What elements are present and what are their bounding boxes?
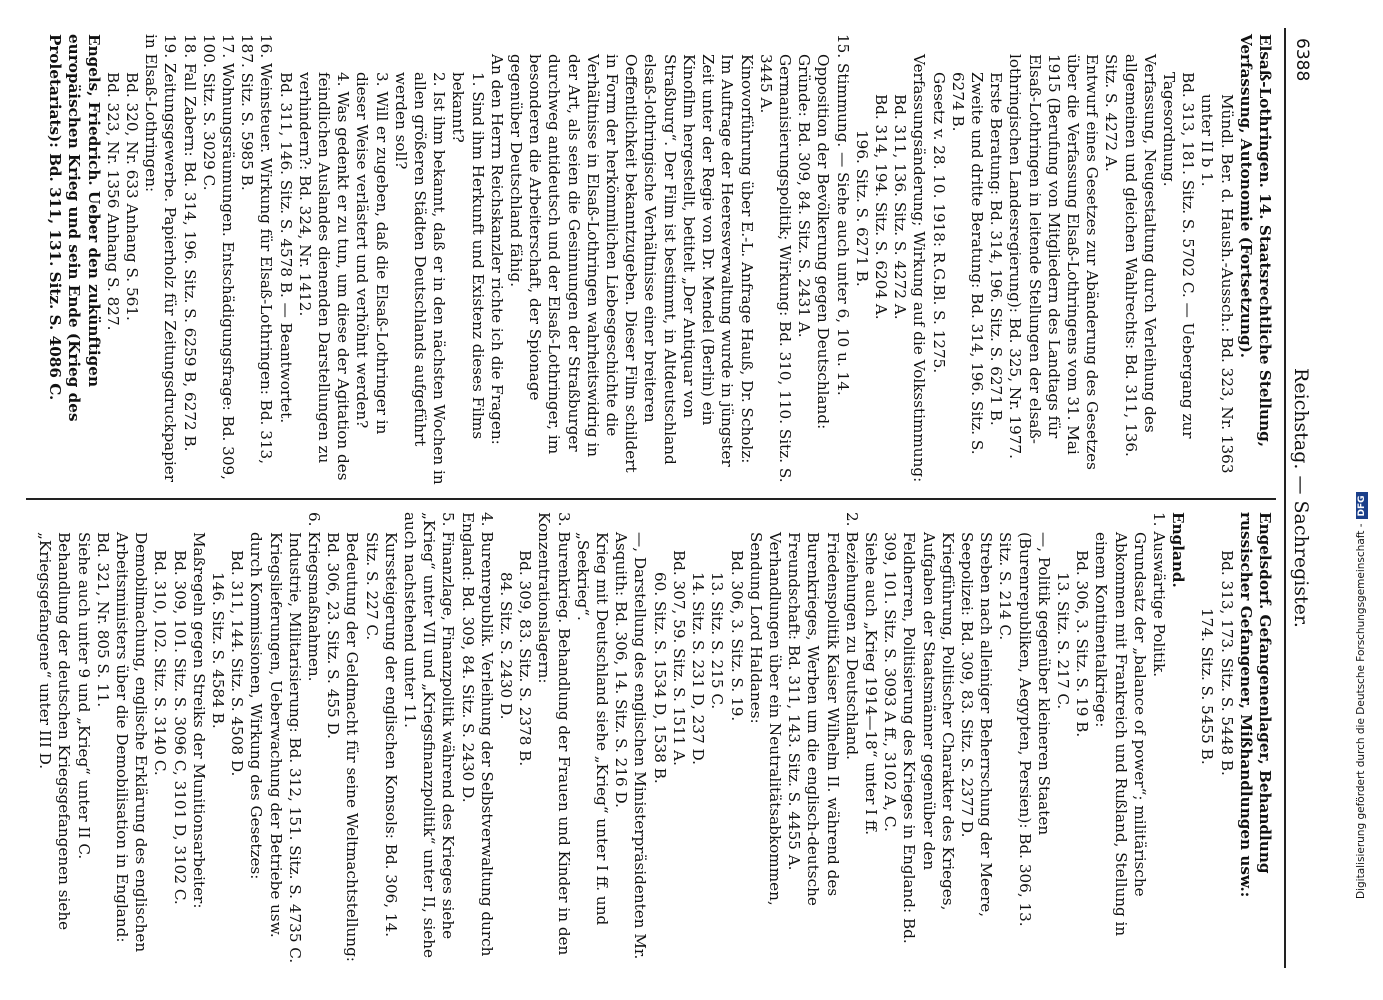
right-entry: —, Politik gegenüber kleineren Staaten (Burenrepubliken, Aegypten, Persien): Bd. 306, 13. Sitz. S. 214 C. (996, 532, 1053, 927)
right-entry: Industrie, Militarisierung: Bd. 312, 151. Sitz. S. 4735 C. (285, 532, 304, 964)
left-entry: Mündl. Ber. d. Haush.-Aussch.: Bd. 323, Nr. 1363 unter II b 1. (1198, 94, 1236, 474)
left-entry: Bd. 320, Nr. 633 Anhang S. 561. (123, 72, 142, 321)
left-entry: 17. Wohnungsräumungen. Entschädigungsfrage: Bd. 309, 100. Sitz. S. 3029 C. (199, 34, 238, 480)
right-entry: Grundsatz der „balance of power“; militärische Abkommen mit Frankreich und Rußland, Stellung in einem Kontinentalkriege: (1092, 532, 1149, 937)
page-title: Reichstag. — Sachregister. (1290, 368, 1312, 628)
left-entry: 16. Weinsteuer. Wirkung für Elsaß-Lothringen: Bd. 313, 187. Sitz. S. 5985 B. (238, 34, 276, 465)
left-entry: Kinovorführung über E.-L. Anfrage Hauß, Dr. Scholz: Im Auftrage der Heeresverwaltung wurde in jüngster Zeit unter der Regie von Dr. Mendel (Berlin) ein Kinofilm hergestellt, betitelt „Der Antiquar von Straßburg“. Der Film ist bestimmt, in Altdeutschland elsaß-lothringische Verhältnisse einer breiteren Oeffentlichkeit bekanntzugeben. Dieser Film schildert in Form der herkömmlichen Liebesgeschichte die Verhältnisse in Elsaß-Lothringen wahrheitswidrig in der Art, als seien die Gesinnungen der Straßburger durchweg antideutsch und der Elsaß-Lothringer, im besonderen die Arbeiterschaft, der Spionage gegenüber Deutschland fähig. (507, 54, 756, 473)
right-entry: Bd. 309, 83. Sitz. S. 2378 B. (516, 550, 535, 767)
right-entry: Bd. 310, 102. Sitz. S. 3140 C. (151, 550, 170, 776)
left-entry: 18. Fall Zabern: Bd. 314, 196. Sitz. S. 6259 B, 6272 B. (180, 34, 199, 452)
funding-text: Digitalisierung gefördert durch die Deutsche Forschungsgemeinschaft - (1355, 523, 1367, 899)
right-entry: Bd. 306, 3. Sitz. S. 19. (727, 550, 746, 722)
right-entry: 4. Burenrepublik. Verleihung der Selbstverwaltung durch England: Bd. 309, 84. Sitz. S. 2430 D. (458, 512, 496, 957)
right-entry: Krieg mit Deutschland siehe „Krieg“ unter I ff. und „Seekrieg“. (573, 532, 612, 926)
left-entry: Bd. 311, 146. Sitz. S. 4578 B. — Beantwortet. (276, 72, 295, 424)
document-page (18, 28, 1318, 968)
left-entry: Bd. 314, 194. Sitz. S. 6204 A. (871, 94, 890, 320)
right-entry: England. (1169, 512, 1188, 588)
left-entry: Bd. 313, 181. Sitz. S. 5702 C. — Uebergang zur Tagesordnung. (1159, 72, 1198, 439)
left-entry: Entwurf eines Gesetzes zur Abänderung des Gesetzes über die Verfassung Elsaß-Lothringens vom 31. Mai 1915 (Berufung von Mitgliedern des Landtags für Elsaß-Lothringen in leitende Stellungen der elsaß-lothringischen Landesregierung): Bd. 325, Nr. 1977. (1006, 54, 1102, 470)
left-entry: Engels, Friedrich. Ueber den zukünftigen europäischen Krieg und sein Ende (Krieg des Proletariats): Bd. 311, 131. Sitz. S. 4086 C. (46, 34, 103, 422)
right-entry: Friedenspolitik Kaiser Wilhelm II. während des Burenkrieges, Werben um die englisch-deutsche Freundschaft: Bd. 311, 143. Sitz. S. 4455 A. (785, 532, 842, 906)
right-entry: Engelsdorf. Gefangenenlager, Behandlung russischer Gefangener, Mißhandlungen usw.: (1236, 512, 1274, 898)
right-entry: 13. Sitz. S. 217 C. (1053, 572, 1072, 710)
left-entry: 1. Sind ihm Herkunft und Existenz dieses Films bekannt? (449, 72, 487, 440)
right-entry: Bd. 309, 101. Sitz. S. 3096 C, 3101 D, 3102 C. (170, 550, 189, 905)
right-entry: 3. Burenkrieg. Behandlung der Frauen und Kinder in den Konzentrationslagern: (535, 512, 573, 956)
left-entry: Zweite und dritte Beratung: Bd. 314, 196. Sitz. S. 6274 B. (948, 72, 986, 455)
funding-note (1355, 19, 1377, 979)
right-entry: Streben nach alleiniger Beherrschung der Meere, Seepolizei: Bd. 309, 83. Sitz. S. 2377 D. (957, 532, 996, 918)
right-entry: Kurssteigerung der englischen Konsols: Bd. 306, 14. Sitz. S. 227 C. (362, 532, 400, 938)
dfg-logo: DFG (1356, 492, 1368, 519)
right-entry: 2. Beziehungen zu Deutschland. (842, 512, 861, 760)
left-entry: 2. Ist ihm bekannt, daß er in den nächsten Wochen in allen größeren Städten Deutschlands aufgeführt werden soll? (391, 72, 449, 485)
right-entry: Maßregeln gegen Streiks der Munitionsarbeiter: (189, 532, 208, 909)
left-entry: Erste Beratung: Bd. 314, 196. Sitz. S. 6271 B. (987, 72, 1006, 426)
right-entry: Kriegslieferungen, Ueberwachung der Betriebe usw. durch Kommissionen, Wirkung des Gesetzes: (247, 532, 285, 938)
left-entry: 3. Will er zugeben, daß die Elsaß-Lothringer in dieser Weise verlästert und verhöhnt werden? (353, 72, 391, 435)
right-entry: 60. Sitz. S. 1534 D, 1538 B. (650, 572, 669, 784)
right-entry: —, Darstellung des englischen Ministerpräsidenten Mr. Asquith: Bd. 306, 14. Sitz. S. 216 D. (612, 532, 650, 960)
left-entry: An den Herrn Reichskanzler richte ich die Fragen: (487, 54, 506, 445)
right-entry: 146. Sitz. S. 4584 B. (209, 572, 228, 729)
right-entry: 174. Sitz. S. 5455 B. (1198, 608, 1217, 765)
left-entry: Verfassung, Neugestaltung durch Verleihung des allgemeinen und gleichen Wahlrechts: Bd. 311, 136. Sitz. S. 4272 A. (1102, 54, 1159, 457)
right-entry: Behandlung der deutschen Kriegsgefangenen siehe „Kriegsgefangene“ unter III D. (36, 532, 74, 931)
right-entry: 5. Finanzlage, Finanzpolitik während des Krieges siehe „Krieg“ unter VII und „Kriegsfinanzpolitik“ unter II, siehe auch nachstehend unter 11. (401, 512, 458, 959)
left-entry: 19. Zeitungsgewerbe. Papierholz für Zeitungsdruckpapier in Elsaß-Lothringen: (142, 34, 180, 483)
column-divider (26, 498, 1276, 500)
right-entry: Kriegführung, Politischer Charakter des Krieges, Aufgaben der Staatsmänner gegenüber den Feldherren, Politisierung des Krieges in England: Bd. 309, 101. Sitz. S. 3093 A ff., 3102 A, C. (881, 532, 957, 944)
left-entry: Germanisierungspolitik; Wirkung: Bd. 310, 110. Sitz. S. 3445 A. (756, 54, 794, 483)
left-entry: 196. Sitz. S. 6271 B. (852, 130, 871, 287)
left-entry: 4. Was gedenkt er zu tun, um diese der Agitation des feindlichen Auslandes dienenden Darstellungen zu verhindern?: Bd. 324, Nr. 1412. (295, 72, 353, 481)
right-entry: Bd. 313, 173. Sitz. S. 5448 B. (1217, 550, 1236, 776)
right-entry: 84. Sitz. S. 2430 D. (497, 572, 516, 720)
right-entry: Bedeutung der Geldmacht für seine Weltmachtstellung: Bd. 306, 23. Sitz. S. 455 D. (324, 532, 362, 962)
right-entry: 13. Sitz. S. 215 C. (708, 572, 727, 710)
left-entry: Verfassungsänderung; Wirkung auf die Volksstimmung: (910, 54, 929, 483)
right-entry: Demobilmachung, englische Erklärung des englischen Arbeitsministers über die Demobilisation in England: Bd. 321, Nr. 805 S. 11. (93, 532, 151, 953)
right-entry (1187, 512, 1197, 964)
right-entry: Verhandlungen über ein Neutralitätsabkommen, Sendung Lord Haldanes: (746, 532, 784, 906)
right-entry: 14. Sitz. S. 231 D, 237 D. (689, 572, 708, 765)
left-entry: Opposition der Bevölkerung gegen Deutschland: Gründe: Bd. 309, 84. Sitz. S. 2431 A. (795, 54, 833, 430)
right-column (35, 512, 1274, 964)
right-entry: 6. Kriegsmaßnahmen. (305, 512, 324, 682)
left-entry: Gesetz v. 28. 10. 1918: R.G.Bl. S. 1275. (929, 72, 948, 374)
right-entry: Bd. 306, 3. Sitz. S. 19 B. (1073, 550, 1092, 738)
left-entry: Bd. 311, 136. Sitz. S. 4272 A. (891, 94, 910, 320)
right-entry: Siehe auch unter 9 und „Krieg“ unter II C. (74, 532, 93, 860)
left-entry: Elsaß-Lothringen. 14. Staatsrechtliche Stellung, Verfassung, Autonomie (Fortsetzung). (1236, 34, 1274, 448)
left-entry: 15. Stimmung. — Siehe auch unter 6, 10 u. 14. (833, 34, 852, 396)
header-rule (1284, 28, 1286, 968)
left-entry: Bd. 323, Nr. 1356 Anhang S. 827. (103, 72, 122, 331)
right-entry: Bd. 311, 144. Sitz. S. 4508 D. (228, 550, 247, 777)
digitization-sidebar (1356, 8, 1380, 993)
page-number: 6388 (1292, 38, 1312, 82)
right-entry: 1. Auswärtige Politik. (1149, 512, 1168, 678)
left-column (45, 34, 1274, 486)
right-entry: Siehe auch „Krieg 1914—18“ unter I ff. (861, 532, 880, 836)
right-entry: Bd. 307, 59. Sitz. S. 1511 A. (669, 550, 688, 766)
